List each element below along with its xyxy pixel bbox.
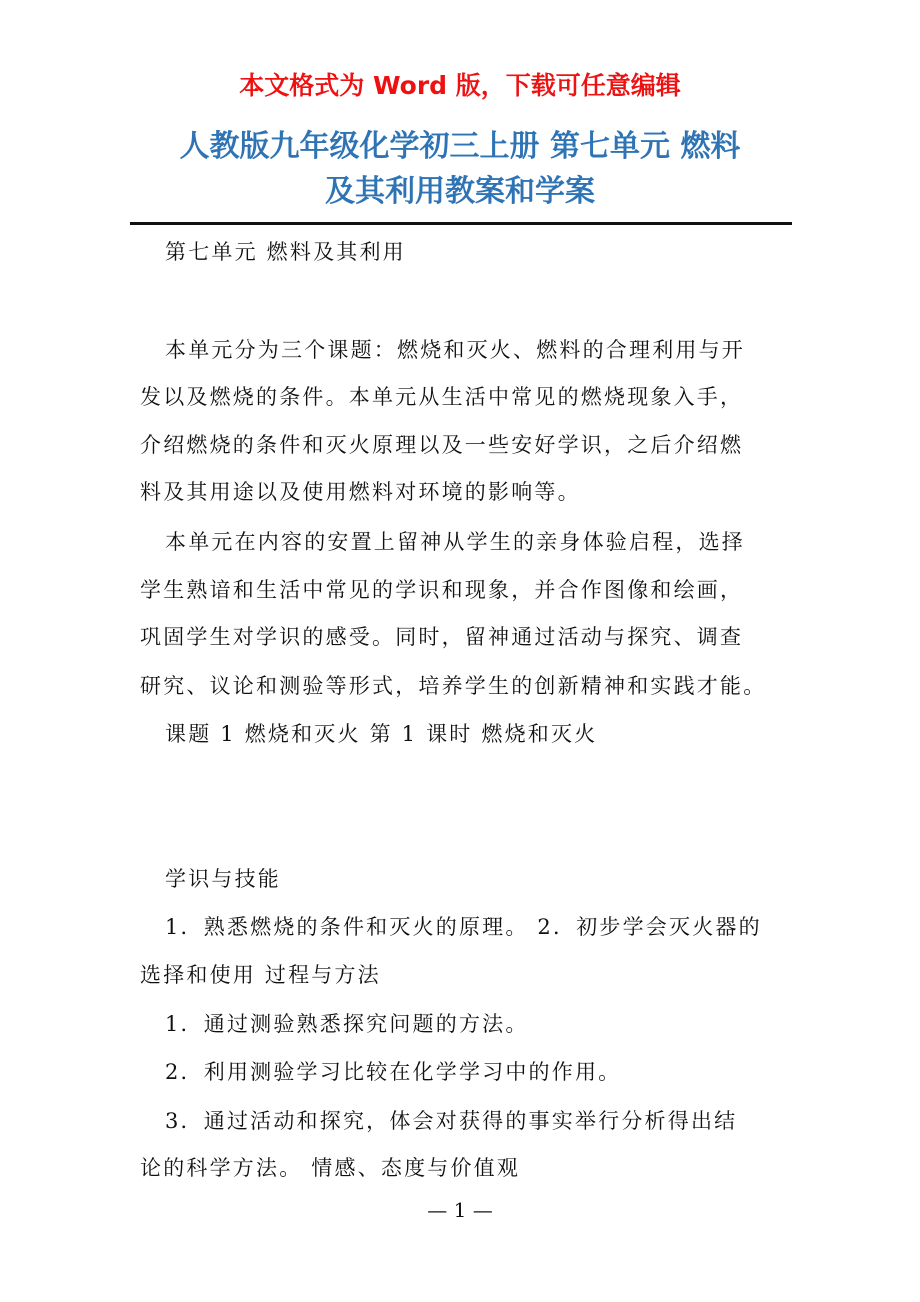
paragraph-line: 料及其用途以及使用燃料对环境的影响等。: [140, 480, 581, 504]
title-divider: [130, 222, 792, 225]
paragraph-line: 1．通过测验熟悉探究问题的方法。: [165, 1012, 529, 1036]
download-banner: 本文格式为 Word 版，下载可任意编辑: [239, 71, 681, 100]
paragraph-line: 1．熟悉燃烧的条件和灭火的原理。 2．初步学会灭火器的: [165, 915, 762, 939]
title-line: 人教版九年级化学初三上册 第七单元 燃料: [179, 129, 741, 164]
section-heading: 学识与技能: [165, 867, 281, 891]
paragraph-line: 本单元在内容的安置上留神从学生的亲身体验启程，选择: [165, 530, 745, 554]
paragraph-line: 3．通过活动和探究，体会对获得的事实举行分析得出结: [165, 1109, 738, 1133]
paragraph-line: 学生熟谙和生活中常见的学识和现象，并合作图像和绘画，: [140, 578, 744, 602]
paragraph-line: 选择和使用 过程与方法: [140, 963, 381, 987]
paragraph-line: 介绍燃烧的条件和灭火原理以及一些安好学识，之后介绍燃: [140, 433, 744, 457]
paragraph-line: 2．利用测验学习比较在化学学习中的作用。: [165, 1060, 622, 1084]
paragraph-line: 论的科学方法。 情感、态度与价值观: [140, 1156, 521, 1180]
paragraph-line: 研究、议论和测验等形式，培养学生的创新精神和实践才能。: [140, 674, 767, 698]
page-number: — 1 —: [427, 1198, 493, 1222]
document-title: [130, 124, 790, 214]
paragraph-line: 巩固学生对学识的感受。同时，留神通过活动与探究、调查: [140, 625, 744, 649]
paragraph-line: 本单元分为三个课题：燃烧和灭火、燃料的合理利用与开: [165, 338, 745, 362]
paragraph-line: 发以及燃烧的条件。本单元从生活中常见的燃烧现象入手，: [140, 385, 744, 409]
title-line: 及其利用教案和学案: [325, 174, 595, 209]
unit-heading: 第七单元 燃料及其利用: [165, 240, 406, 264]
lesson-heading: 课题 1 燃烧和灭火 第 1 课时 燃烧和灭火: [165, 722, 598, 746]
